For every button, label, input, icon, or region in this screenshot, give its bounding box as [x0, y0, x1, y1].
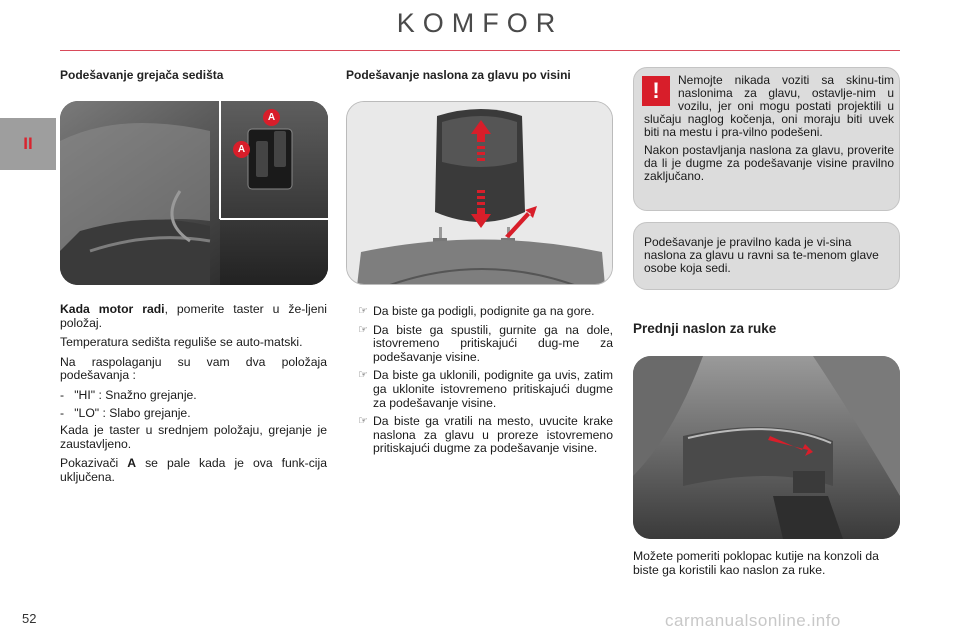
bullet-refit — [358, 415, 613, 456]
warning-p2: Nakon postavljanja naslona za glavu, proverite da li je dugme za podešavanje visine pravilno zaključano. — [644, 143, 894, 183]
page-number: 52 — [22, 611, 37, 626]
headrest-photo — [346, 101, 613, 285]
bullet-raise-text: Da biste ga podigli, podignite ga na gore. — [373, 304, 595, 318]
option-hi: - "HI" : Snažno grejanje. — [60, 387, 197, 402]
seat-heating-p2: Temperatura sedišta reguliše se auto-matski. — [60, 335, 303, 350]
warning-text — [644, 74, 894, 188]
indicator-a-badge-bottom: A — [233, 141, 250, 158]
warning-box — [633, 67, 900, 211]
seat-heating-p3: Na raspolaganju su vam dva položaja podešavanja : — [60, 354, 327, 383]
armrest-heading: Prednji naslon za ruke — [633, 321, 777, 336]
info-box: Podešavanje je pravilno kada je vi-sina naslona za glavu u ravni sa te-menom glave osobe koja sedi. — [633, 222, 900, 290]
bullet-remove — [358, 369, 613, 410]
bullet-refit-text: Da biste ga vratili na mesto, uvucite krake naslona za glavu u proreze istovremeno pritiskajući dugme za podešavanje visine. — [373, 414, 613, 456]
p5-start: Pokazivači — [60, 456, 128, 471]
bullet-raise — [358, 305, 613, 319]
warning-p1: Nemojte nikada voziti sa skinu-tim naslonima za glavu, ostavlje-nim u vozilu, jer oni mogu postati projektili u slučaju naglog kočenja, oni moraju biti uvek biti na mestu i pra-vilno podešeni. — [644, 73, 894, 139]
headrest-heading: Podešavanje naslona za glavu po visini — [346, 68, 571, 82]
intro-rest: , pomerite taster u že-ljeni položaj. — [60, 302, 327, 330]
seat-heating-text — [60, 303, 327, 491]
armrest-photo — [633, 356, 900, 539]
seat-heating-p4: Kada je taster u srednjem položaju, grejanje je zaustavljeno. — [60, 423, 327, 451]
armrest-text: Možete pomeriti poklopac kutije na konzoli da biste ga koristili kao naslon za ruke. — [633, 549, 879, 577]
bullet-remove-text: Da biste ga uklonili, podignite ga uvis, zatim ga uklonite istovremeno pritiskajući dugme za podešavanje visine. — [373, 368, 613, 410]
bullet-lower — [358, 324, 613, 365]
seat-heating-p5 — [60, 457, 327, 484]
headrest-bullet-list — [358, 305, 613, 456]
title-divider — [60, 50, 900, 51]
pointing-hand-icon: ☞ — [358, 323, 368, 336]
seat-heating-heading: Podešavanje grejača sedišta — [60, 68, 224, 82]
p5-end: se pale kada je ova funk-cija uključena. — [60, 456, 327, 484]
pointing-hand-icon: ☞ — [358, 305, 368, 317]
chapter-tab[interactable]: II — [0, 118, 56, 170]
engine-running-label: Kada motor radi — [60, 302, 165, 316]
seat-heating-intro — [60, 303, 327, 330]
seat-heating-photo — [60, 101, 328, 285]
headrest-instructions — [358, 305, 613, 461]
warning-icon: ! — [642, 76, 670, 106]
p5-indicator: A — [127, 456, 137, 471]
pointing-hand-icon: ☞ — [358, 369, 368, 382]
pointing-hand-icon: ☞ — [358, 415, 368, 428]
bullet-lower-text: Da biste ga spustili, gurnite ga na dole, istovremeno pritiskajući dug-me za podešavanje visine. — [373, 322, 613, 364]
watermark[interactable]: carmanualsonline.info — [665, 611, 841, 630]
indicator-a-badge-top: A — [263, 109, 280, 126]
page-title: KOMFOR — [396, 8, 564, 38]
option-lo: - "LO" : Slabo grejanje. — [60, 405, 191, 420]
